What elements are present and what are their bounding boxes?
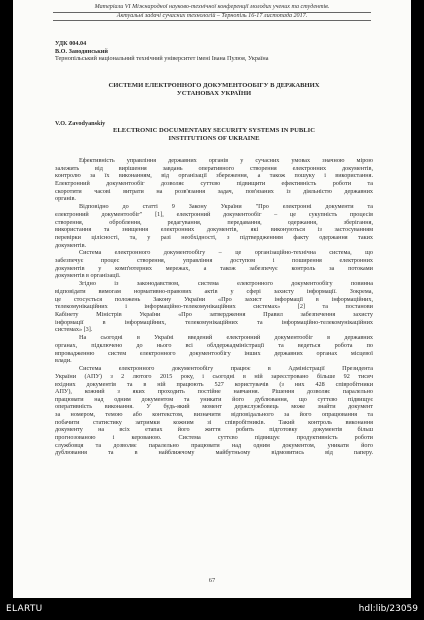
page-number: 67 (208, 577, 216, 584)
author-en: V.O. Zavodyanskiy (55, 120, 106, 127)
header-line-1: Матеріали VI Міжнародної науково-технічної конференції молодих учених та студентів. (53, 4, 371, 13)
udc-code: УДК 004.04 (55, 40, 87, 47)
body-line: використання та знищення електронних документів, які виконуються із застосуванням (55, 226, 373, 234)
body-line: перевірки цілісності, та, у разі необхідності, з підтвердженням факту одержання таких (55, 233, 373, 241)
body-line: документів в організації. (55, 272, 121, 280)
ua-metadata (55, 40, 373, 63)
body-line: вхідних документів та в ній працюють 527 користувачів (з них 428 співробітники (55, 380, 373, 388)
body-line: Згідно із законодавством, система електронного документообігу повинна (79, 280, 373, 288)
title-ua (55, 82, 373, 98)
body-line: прогнозованою і керованою. Система суттєво підвищує продуктивність роботи (55, 434, 373, 442)
body-line: Система електронного документообігу – це організаційно-технічна система, що (79, 249, 373, 257)
body-line: забезпечує процес створення, управління доступом і поширення електронних (55, 257, 373, 265)
title-en (55, 127, 373, 143)
body-line: оперативність виконання. У будь-який момент держслужбовець може знайти документ (55, 403, 373, 411)
body-line: АПУ), кожний з яких проходить постійне навчання. Рішення дозволяє паралельно (55, 388, 373, 396)
body-line: впровадженню систем електронного документообігу інших державних органах місцевої (55, 349, 373, 357)
body-line: Електронний документообіг дозволяє суттєво підвищити ефективність роботи та (55, 179, 373, 187)
body-line: скоротити часові витрати на розв'язання задач, пов'язаних із діяльністю державних (55, 187, 373, 195)
body-line: документу на всіх етапах його життя робить підготовку документів більш (55, 426, 373, 434)
author-ua: В.О. Заводянський (55, 47, 108, 55)
body-line: інформації в інформаційних, телекомунікаційних та інформаційно-телекомунікаційних (55, 318, 373, 326)
body-line: електронний документообіг" [1], електронний документообіг – це сукупність процесів (55, 210, 373, 218)
body-line: дублювання та в найближчому майбутньому відмовитись від паперу. (55, 449, 373, 457)
repository-label: ELARTU (6, 604, 43, 614)
body-line: влади. (55, 357, 72, 365)
body-line: документів. (55, 241, 87, 249)
title-ua-line: СИСТЕМИ ЕЛЕКТРОННОГО ДОКУМЕНТООБІГУ В ДЕРЖАВНИХ (108, 82, 320, 89)
body-line: залежить від вирішення завдань оперативного створення електронних документів, (55, 164, 373, 172)
running-header (53, 4, 371, 21)
body-line: системах» [3]. (55, 326, 93, 334)
body-line: контролю за їх виконанням, від організації збереження, а також пошуку і використання. (55, 172, 373, 180)
body-line: телекомунікаційних і інформаційно-телекомунікаційних системах» [2] та постанови (55, 303, 373, 311)
title-ua-line: УСТАНОВАХ УКРАЇНИ (176, 90, 252, 98)
affiliation: Тернопільський національний технічний університет імені Івана Пулюя, Україна (55, 55, 269, 63)
body-line: органів. (55, 195, 76, 203)
body-line: Система електронного документообігу працює в Адміністрації Президента (79, 365, 373, 373)
body-line: відповідати вимогам нормативно-правових актів у сфері захисту інформації. Зокрема, (55, 288, 373, 296)
header-line-2: Актуальні задачі сучасних технологій – Тернопіль 16-17 листопада 2017. (53, 13, 371, 22)
body-line: за номером, темою або контекстом, визначити відповідального за його опрацювання та (55, 411, 373, 419)
body-line: На сьогодні в Україні введений електронний документообіг в державних (79, 334, 373, 342)
body-line: України (АПУ) з 2 лютого 2015 року, і сьогодні в ній зареєстровано більше 92 тисяч (55, 372, 373, 380)
body-line: це стосується положень Закону України «Про захист інформації в інформаційних, (55, 295, 373, 303)
handle-label: hdl:lib/23059 (358, 604, 418, 614)
body-line: працювати над одним документом та уникати його дублювання, що суттєво підвищує (55, 395, 373, 403)
body-line: побачити статистику затримки кожним зі співробітників. Такий контроль виконання (55, 418, 373, 426)
footer-bar (0, 598, 424, 620)
body-line: службовця та дозволяє паралельно працювати над одним документом, уникати його (55, 441, 373, 449)
body-line: Кабінету Міністрів України «Про затвердження Правил забезпечення захисту (55, 311, 373, 319)
article-body (55, 157, 373, 457)
title-en-line: ELECTRONIC DOCUMENTARY SECURITY SYSTEMS IN PUBLIC (113, 127, 315, 134)
journal-page (13, 0, 411, 598)
body-line: документів у комп'ютерних мережах, а також забезпечує контроль за потоками (55, 264, 373, 272)
body-line: створення, оброблення, редагування, передавання, одержання, зберігання, (55, 218, 373, 226)
title-en-line: INSTITUTIONS OF UKRAINE (168, 135, 260, 143)
body-line: органах, підключено до нього всі облдержадміністрації та ведеться робота по (55, 341, 373, 349)
body-line: Ефективність управління державних органів у сучасних умовах значною мірою (79, 157, 373, 164)
body-line: Відповідно до статті 9 Закону України "Про електронні документи та (79, 203, 373, 211)
